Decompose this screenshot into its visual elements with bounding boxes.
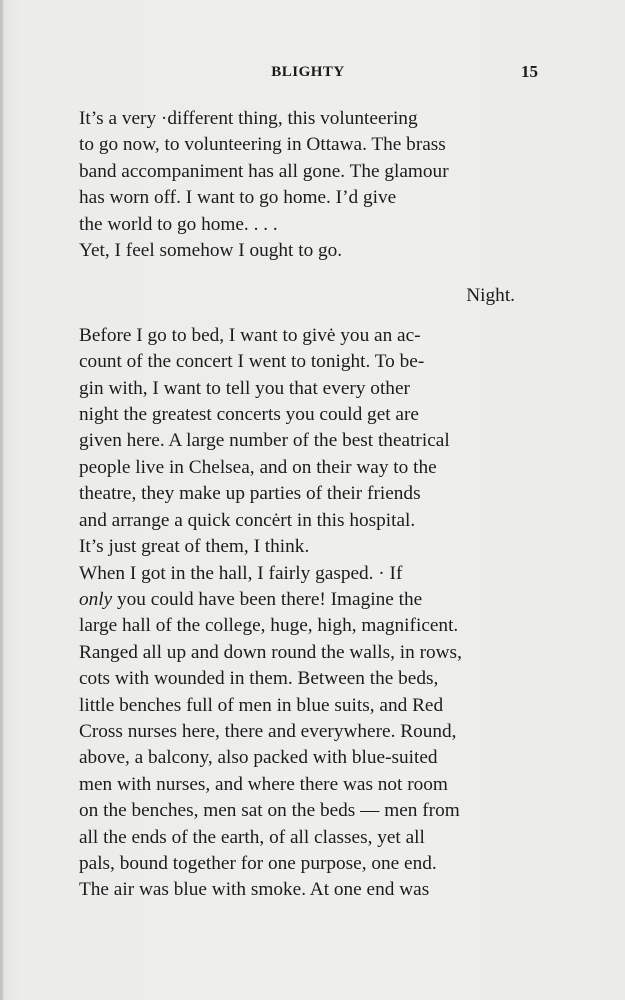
text-line: and arrange a quick concėrt in this hospital. [79, 509, 416, 531]
section-heading: Night. [466, 285, 515, 307]
text-line: Ranged all up and down round the walls, in rows, [79, 641, 462, 663]
page-number: 15 [521, 62, 538, 81]
text-line: on the benches, men sat on the beds — men from [79, 800, 460, 822]
text-line: pals, bound together for one purpose, one end. [79, 852, 437, 874]
text-line: theatre, they make up parties of their friends [79, 483, 421, 505]
text-line: the world to go home. . . . [79, 213, 278, 235]
text-line: night the greatest concerts you could get are [79, 404, 419, 426]
text-line: little benches full of men in blue suits, and Red [79, 694, 444, 716]
text-line: large hall of the college, huge, high, magnificent. [79, 615, 459, 637]
spacer [79, 310, 537, 323]
text-line: to go now, to volunteering in Ottawa. The brass [79, 134, 446, 156]
paragraph-3 [79, 323, 537, 561]
text-line: all the ends of the earth, of all classes, yet all [79, 826, 425, 848]
text-line: band accompaniment has all gone. The glamour [79, 160, 449, 182]
text-line: The air was blue with smoke. At one end was [79, 879, 430, 901]
text-line: gin with, I want to tell you that every other [79, 377, 410, 399]
text-line: cots with wounded in them. Between the beds, [79, 668, 439, 690]
text-line: count of the concert I went to tonight. To be- [79, 351, 425, 373]
page-edge-shadow [0, 0, 3, 1000]
text-line: above, a balcony, also packed with blue-suited [79, 747, 438, 769]
text-span: you could have been there! Imagine the [112, 588, 423, 610]
paragraph-4 [79, 561, 537, 904]
spacer [79, 264, 537, 283]
text-line: When I got in the hall, I fairly gasped. · If [79, 562, 403, 584]
text-line: Before I go to bed, I want to givė you an ac- [79, 324, 421, 346]
text-line: people live in Chelsea, and on their way to the [79, 456, 437, 478]
body-text [79, 106, 537, 904]
text-line: Yet, I feel somehow I ought to go. [79, 240, 343, 262]
text-line [79, 587, 537, 613]
text-line: It’s a very ·different thing, this volunteering [79, 108, 418, 129]
text-line: has worn off. I want to go home. I’d give [79, 187, 397, 209]
page-header [78, 61, 538, 85]
text-line: It’s just great of them, I think. [79, 536, 310, 558]
paragraph-1 [79, 106, 537, 238]
running-head: BLIGHTY [271, 64, 345, 80]
text-line: Cross nurses here, there and everywhere. Round, [79, 720, 457, 742]
text-line: men with nurses, and where there was not room [79, 773, 448, 795]
paragraph-2 [79, 238, 537, 264]
text-line: given here. A large number of the best theatrical [79, 430, 450, 452]
emphasis: only [79, 588, 113, 610]
